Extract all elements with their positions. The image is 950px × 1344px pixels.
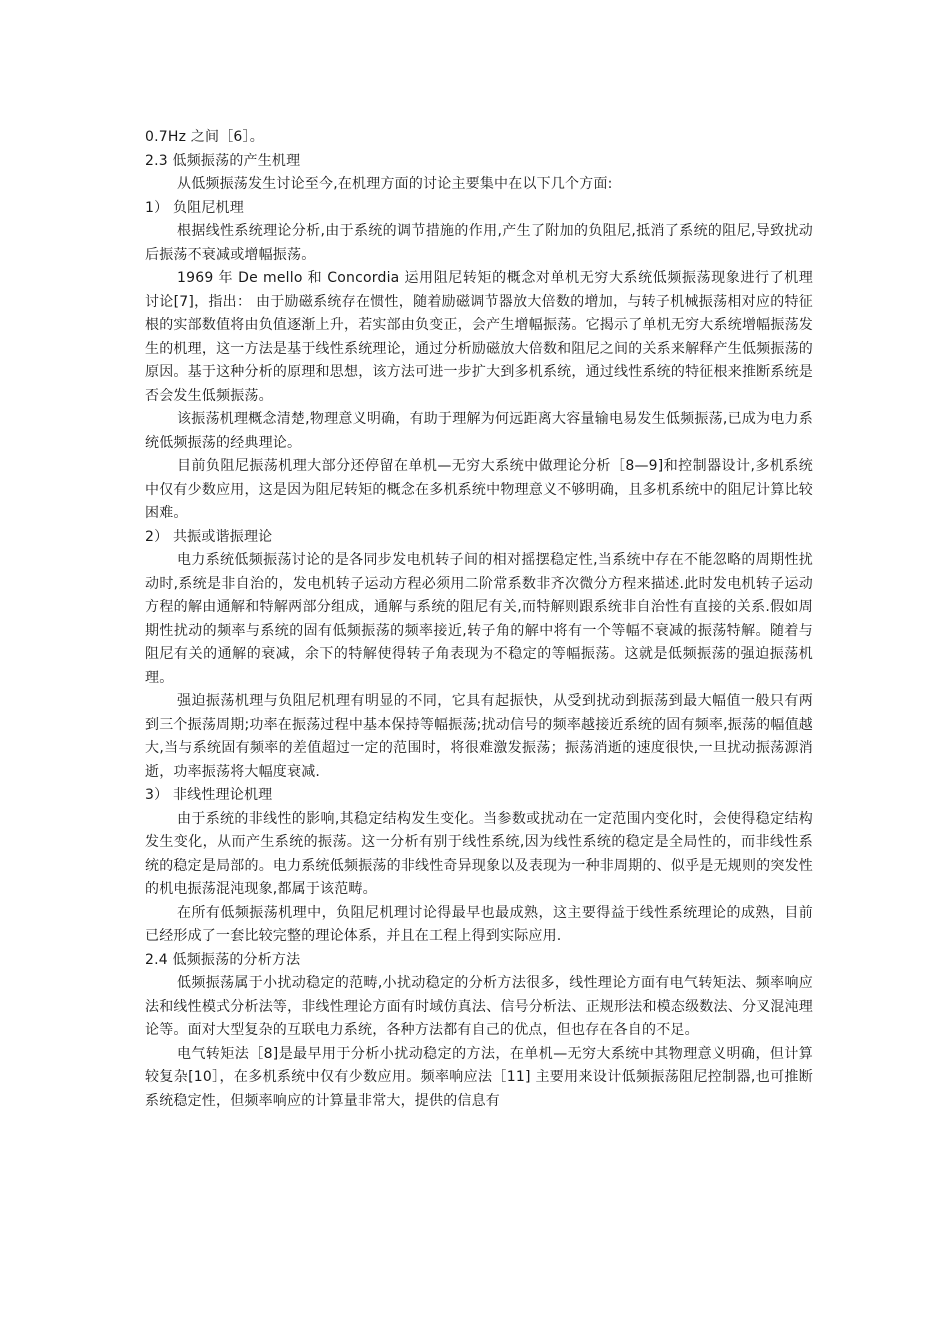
text-line: 0.7Hz 之间［6］。 <box>145 129 264 145</box>
paragraph: 根据线性系统理论分析,由于系统的调节措施的作用,产生了附加的负阻尼,抵消了系统的阻尼,导致扰动后振荡不衰减或增幅振荡。 <box>145 223 813 263</box>
paragraph: 从低频振荡发生讨论至今,在机理方面的讨论主要集中在以下几个方面: <box>177 176 613 192</box>
section-heading-2-4: 2.4 低频振荡的分析方法 <box>145 951 301 968</box>
paragraph: 由于系统的非线性的影响,其稳定结构发生变化。当参数或扰动在一定范围内变化时，会使得稳定结构发生变化，从而产生系统的振荡。这一分析有别于线性系统,因为线性系统的稳定是全局性的，而非线性系统的稳定是局部的。电力系统低频振荡的非线性奇异现象以及表现为一种非周期的、似乎是无规则的突发性的机电振荡混沌现象,都属于该范畴。 <box>145 810 813 897</box>
subsection-heading-3: 3） 非线性理论机理 <box>145 787 273 803</box>
subsection-heading-2: 2） 共振或谐振理论 <box>145 528 273 545</box>
paragraph: 电气转矩法［8]是最早用于分析小扰动稳定的方法，在单机—无穷大系统中其物理意义明确，但计算较复杂[10］，在多机系统中仅有少数应用。频率响应法［11] 主要用来设计低频振荡阻尼控制器,也可推断系统稳定性，但频率响应的计算量非常大，提供的信息有 <box>145 1045 813 1109</box>
paragraph: 电力系统低频振荡讨论的是各同步发电机转子间的相对摇摆稳定性,当系统中存在不能忽略的周期性扰动时,系统是非自治的，发电机转子运动方程必须用二阶常系数非齐次微分方程来描述.此时发电机转子运动方程的解由通解和特解两部分组成，通解与系统的阻尼有关,而特解则跟系统非自治性有直接的关系.假如周期性扰动的频率与系统的固有低频振荡的频率接近,转子角的解中将有一个等幅不衰减的振荡特解。随着与阻尼有关的通解的衰减，余下的特解使得转子角表现为不稳定的等幅振荡。这就是低频振荡的强迫振荡机理。 <box>145 552 813 686</box>
paragraph: 该振荡机理概念清楚,物理意义明确，有助于理解为何远距离大容量输电易发生低频振荡,已成为电力系统低频振荡的经典理论。 <box>145 411 813 451</box>
paragraph: 目前负阻尼振荡机理大部分还停留在单机—无穷大系统中做理论分析［8—9]和控制器设计,多机系统中仅有少数应用，这是因为阻尼转矩的概念在多机系统中物理意义不够明确，且多机系统中的阻尼计算比较困难。 <box>145 458 813 521</box>
paragraph: 在所有低频振荡机理中，负阻尼机理讨论得最早也最成熟，这主要得益于线性系统理论的成熟，目前已经形成了一套比较完整的理论体系，并且在工程上得到实际应用. <box>145 904 813 944</box>
paragraph: 1969 年 De mello 和 Concordia 运用阻尼转矩的概念对单机无穷大系统低频振荡现象进行了机理讨论[7]，指出： 由于励磁系统存在惯性，随着励磁调节器放大倍数的增加，与转子机械振荡相对应的特征根的实部数值将由负值逐渐上升，若实部由负变正，会产生增幅振荡。它揭示了单机无穷大系统增幅振荡发生的机理，这一方法是基于线性系统理论，通过分析励磁放大倍数和阻尼之间的关系来解释产生低频振荡的原因。基于这种分析的原理和思想，该方法可进一步扩大到多机系统，通过线性系统的特征根来推断系统是否会发生低频振荡。 <box>145 270 813 404</box>
section-heading-2-3: 2.3 低频振荡的产生机理 <box>145 152 301 169</box>
subsection-heading-1: 1） 负阻尼机理 <box>145 199 244 216</box>
paragraph: 强迫振荡机理与负阻尼机理有明显的不同，它具有起振快，从受到扰动到振荡到最大幅值一般只有两到三个振荡周期;功率在振荡过程中基本保持等幅振荡;扰动信号的频率越接近系统的固有频率,振荡的幅值越大,当与系统固有频率的差值超过一定的范围时，将很难激发振荡；振荡消逝的速度很快,一旦扰动振荡源消逝，功率振荡将大幅度衰减. <box>145 693 813 780</box>
document-page <box>145 126 813 1113</box>
paragraph: 低频振荡属于小扰动稳定的范畴,小扰动稳定的分析方法很多，线性理论方面有电气转矩法、频率响应法和线性模式分析法等，非线性理论方面有时域仿真法、信号分析法、正规形法和模态级数法、分叉混沌理论等。面对大型复杂的互联电力系统，各种方法都有自己的优点，但也存在各自的不足。 <box>145 975 813 1038</box>
